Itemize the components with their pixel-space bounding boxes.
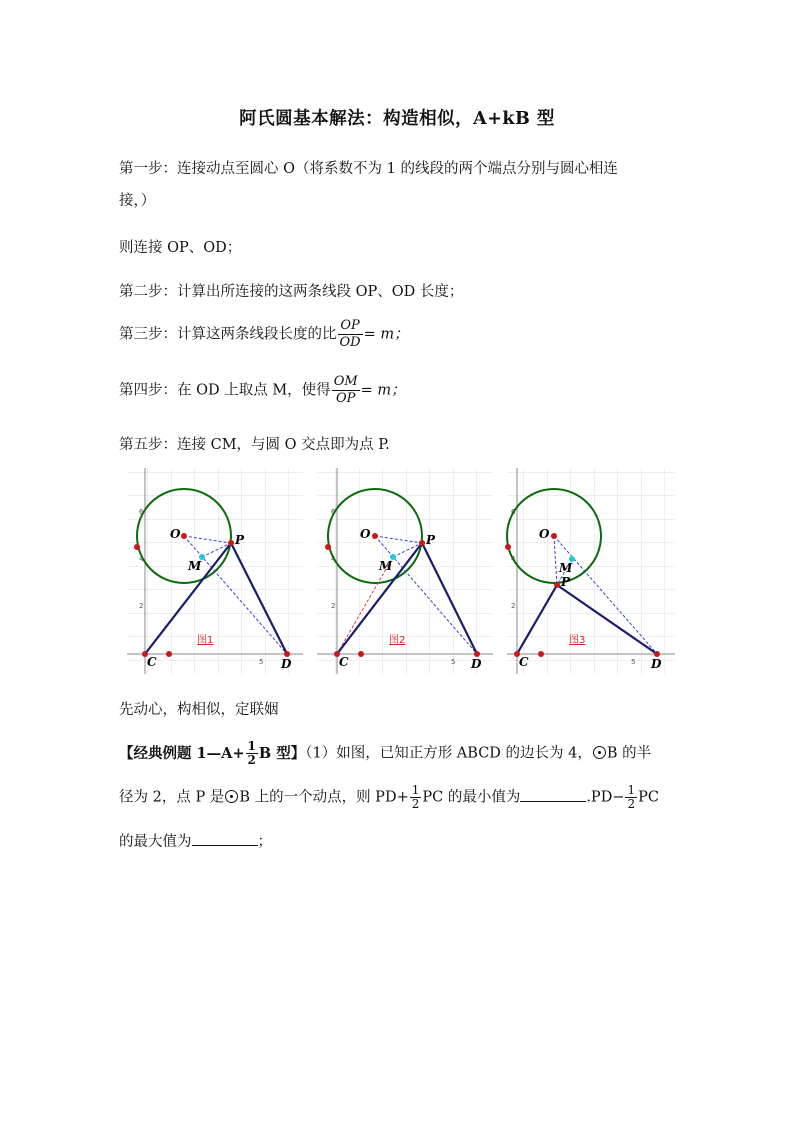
tick-label: 2	[331, 602, 336, 610]
example-text-2d: .PD−	[586, 789, 625, 806]
label-o: O	[170, 527, 181, 541]
circle-dot-icon	[225, 790, 238, 803]
step-1-line-1: 第一步：连接动点至圆心 O（将系数不为 1 的线段的两个端点分别与圆心相连	[119, 161, 618, 177]
circle-dot-icon	[593, 746, 606, 759]
label-m: M	[188, 559, 202, 573]
half-fraction	[625, 784, 637, 811]
figure-caption: 图2	[389, 635, 406, 646]
frac-den: 2	[411, 797, 420, 811]
frac-num: 1	[247, 739, 256, 753]
label-m: M	[559, 561, 573, 575]
figure-1	[127, 468, 303, 674]
label-c: C	[519, 655, 529, 669]
answer-blank-2[interactable]	[192, 833, 258, 846]
label-d: D	[281, 657, 292, 671]
tick-label: 2	[139, 602, 144, 610]
tick-label: 2	[511, 602, 516, 610]
example-text-2a: 径为 2，点 P 是	[119, 789, 225, 806]
step-2: 第二步：计算出所连接的这两条线段 OP、OD 长度；	[119, 284, 464, 300]
step-3	[119, 318, 409, 351]
frac-num: 1	[411, 783, 420, 797]
tick-label: 6	[511, 508, 516, 516]
figure-2	[317, 468, 493, 674]
label-c: C	[147, 655, 157, 669]
example-text-1b: B 的半	[606, 745, 652, 762]
example-line-3	[119, 830, 272, 851]
label-d: D	[651, 657, 662, 671]
ratio-op-od	[338, 318, 363, 351]
example-text-2b: B 上的一个动点，则 PD+	[239, 789, 409, 806]
tick-label: 5	[259, 658, 264, 666]
tick-label: 5	[631, 658, 636, 666]
answer-blank-1[interactable]	[520, 789, 586, 802]
tick-label: 6	[331, 508, 336, 516]
label-m: M	[379, 559, 393, 573]
frac-den: 2	[247, 753, 256, 767]
example-text-2c: PC 的最小值为	[422, 789, 521, 806]
label-o: O	[539, 527, 550, 541]
label-p: P	[235, 533, 245, 547]
frac-num: 1	[627, 783, 636, 797]
step-1-line-2: 接，）	[119, 193, 156, 209]
example-text-1: （1）如图，已知正方形 ABCD 的边长为 4，	[305, 745, 592, 762]
figure-caption: 图1	[197, 635, 214, 646]
geometry-figures	[119, 468, 675, 678]
motto: 先动心，构相似，定联姻	[119, 702, 279, 718]
tick-label: 4	[331, 555, 336, 563]
example-heading	[119, 739, 306, 767]
half-fraction	[410, 784, 422, 811]
step-3-tail: = m；	[363, 326, 409, 343]
label-o: O	[360, 527, 371, 541]
example-heading-frac	[246, 740, 258, 767]
example-line-1	[119, 740, 651, 767]
connect-line: 则连接 OP、OD；	[119, 240, 242, 256]
ratio-denominator: OP	[335, 391, 356, 406]
example-text-3: 的最大值为	[119, 834, 192, 850]
ratio-om-op	[332, 374, 360, 407]
example-text-3-end: ；	[257, 834, 272, 850]
ratio-numerator: OP	[338, 318, 363, 335]
label-p: P	[561, 575, 571, 589]
label-d: D	[471, 657, 482, 671]
example-heading-close: B 型】	[258, 744, 306, 762]
ratio-denominator: OD	[339, 335, 361, 350]
page-title: 阿氏圆基本解法：构造相似，A+kB 型	[239, 109, 555, 129]
figure-3	[505, 468, 675, 674]
label-c: C	[339, 655, 349, 669]
figure-caption: 图3	[569, 635, 586, 646]
frac-den: 2	[627, 797, 636, 811]
step-4	[119, 374, 406, 407]
label-p: P	[426, 533, 436, 547]
step-4-tail: = m；	[360, 382, 406, 399]
tick-label: 4	[511, 555, 516, 563]
tick-label: 6	[139, 508, 144, 516]
step-3-text: 第三步：计算这两条线段长度的比	[119, 326, 337, 343]
example-text-2e: PC	[638, 789, 659, 806]
ratio-numerator: OM	[333, 374, 358, 389]
step-5: 第五步：连接 CM，与圆 O 交点即为点 P.	[119, 437, 390, 453]
example-line-2	[119, 784, 659, 811]
tick-label: 4	[139, 555, 144, 563]
tick-label: 5	[451, 658, 456, 666]
step-4-text: 第四步：在 OD 上取点 M，使得	[119, 382, 331, 399]
example-heading-open: 【经典例题 1—A+	[119, 744, 245, 762]
